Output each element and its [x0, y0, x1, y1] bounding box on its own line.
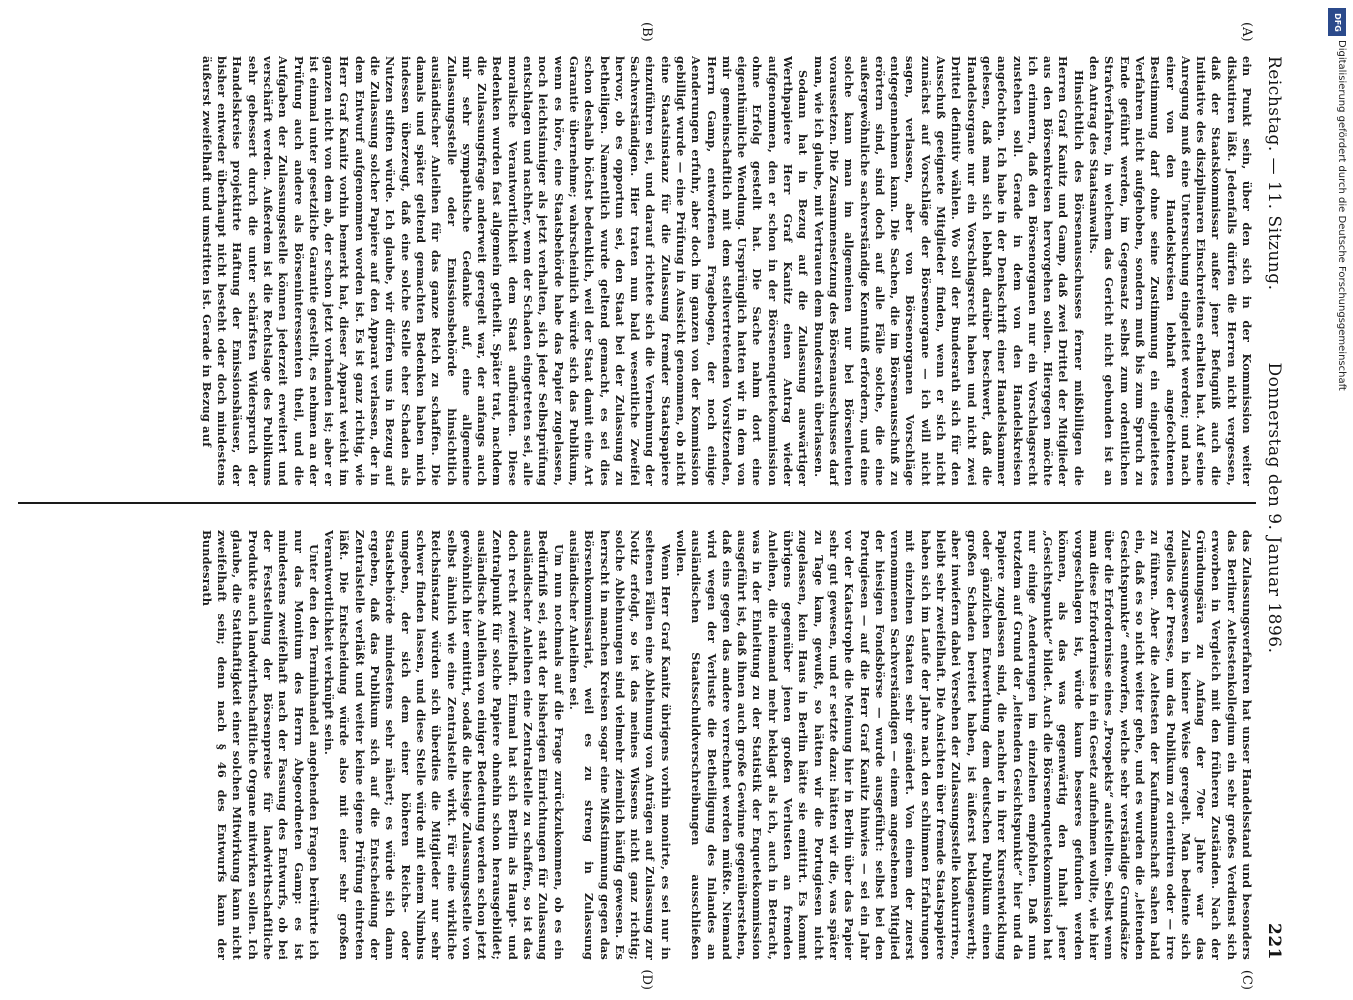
margin-mark-b: (B) [639, 22, 654, 42]
paragraph: Hinsichtlich des Börsenausschusses ferner mißbilligen die Herren Graf Kanitz und Gamp, daß zwei Drittel der Mitglieder aus den Börsenkreisen hervorgehen sollen. Hiergegen möchte ich erinnern, daß den Börsenorganen nur ein Vorschlagsrecht zustehen soll. Gerade in dem von den Handelskreisen angefochten. Ich habe in der Denkschrift einer Handelskammer gelesen, daß man sich lebhaft darüber beschwert, daß die Handelsorgane nur ein Vorschlagsrecht haben und nicht zwei Drittel definitiv wählen. Wo soll der Bundesrath sich für den Ausschuß geeignete Mitglieder finden, wenn er sich nicht zunächst auf Vorschläge der Börsenorgane — ich will nicht sagen, verlassen, aber von Börsenorganen Vorschläge entgegennehmen kann. Die Sachen, die im Börsenausschuß zu erörtern sind, sind doch auf alle Fälle solche, die eine außergewöhnliche sachverständige Kenntniß erfordern, und eine solche kann man im allgemeinen nur bei Börsenleuten voraussetzen. Die Zusammensetzung des Börsenausschusses darf man, wie ich glaube, mit Vertrauen dem Bundesrath überlassen. [811, 56, 1086, 486]
running-head [1262, 56, 1284, 960]
paragraph: Sodann hat in Bezug auf die Zulassung auswärtiger Werthpapiere Herr Graf Kanitz einen Antrag wieder aufgenommen, den er schon in der Börsenenquetekommission ohne Erfolg gestellt hat. Die Sache nahm dort eine eigenthümliche Wendung. Ursprünglich hatten wir in dem von mir gemeinschaftlich mit dem stellvertretenden Vorsitzenden, Herrn Gamp, entworfenen Fragebogen, der noch einige Aenderungen erfuhr, aber doch im ganzen von der Kommission gebilligt wurde — eine Prüfung in Aussicht genommen, ob nicht eine Staatsinstanz für die Zulassung fremder Staatspapiere einzuführen sei, und darauf richtete sich die Vernehmung der Sachverständigen. Hier traten nun bald wesentliche Zweifel hervor, ob es opportun sei, den Staat bei der Zulassung zu betheiligen. Namentlich wurde geltend gemacht, es sei dies schon deshalb höchst bedenklich, weil der Staat damit eine Art Garantie übernehme; wahrscheinlich würde sich das Publikum, wenn es höre, eine Staatsbehörde habe das Papier zugelassen, noch leichtsinniger als jetzt verhalten, sich jeder Selbstprüfung entschlagen und nachher, wenn der Schaden eingetreten sei, alle moralische Verantwortlichkeit dem Staat aufbürden. Diese Bedenken wurden fast allgemein getheilt. Später trat, nachdem die Zulassungsfrage anderweit geregelt war, der anfangs auch mir sehr sympathische Gedanke auf, eine allgemeine Zulassungsstelle oder Emissionsbehörde hinsichtlich ausländischer Anleihen für das ganze Reich zu schaffen. Die damals und später geltend gemachten Bedenken haben mich indessen überzeugt, daß eine solche Stelle eher Schaden als Nutzen stiften würde. Ich glaube, wir dürfen uns in Bezug auf die Zulassung solcher Papiere auf den Apparat verlassen, der in dem Entwurf aufgenommen worden ist. Es ist ganz richtig, wie Herr Graf Kanitz vorhin bemerkt hat, dieser Apparat weicht im ganzen nicht von dem ab, der schon jetzt vorhanden ist; aber er ist einmal unter gesetzliche Garantie gestellt, es nehmen an der Prüfung auch andere als Börseninteressenten theil, und die Aufgaben der Zulassungsstelle können jederzeit erweitert und verschärft werden. Außerdem ist die Rechtslage des Publikums sehr gebessert durch die unter schärfsten Widerspruch der Handelskreise projektirte Haftung der Emissionshäuser, der bisher entweder überhaupt nicht besteht oder doch mindestens äußerst zweifelhaft und umstritten ist. Gerade in Bezug auf [199, 56, 811, 486]
margin-mark-a: (A) [1239, 22, 1254, 42]
dfg-logo: DFG [1328, 8, 1346, 36]
margin-mark-d: (D) [639, 969, 654, 990]
header-date: Donnerstag den 9. Januar 1896. [1264, 362, 1284, 654]
paragraph: Um nun nochmals auf die Frage zurückzukommen, ob es ein Bedürfniß sei, statt der bisherigen Einrichtungen für Zulassung ausländischer Anleihen eine Zentralstelle zu schaffen, so ist das doch recht zweifelhaft. Einmal hat sich Berlin als Haupt- und Zentralpunkt für solche Papiere ohnehin schon herausgebildet; ausländische Anleihen von einiger Bedeutung werden schon jetzt gewöhnlich hier emittirt, sodaß die hiesige Zulassungsstelle von selbst ähnlich wie eine Zentralstelle wirkt. Für eine wirkliche Reichsinstanz würden sich überdies die Mitglieder nur sehr schwer finden lassen, und diese Stelle würde mit einem Nimbus umgeben, der sich dem einer höheren Reichs- oder Staatsbehörde mindestens sehr nähert; es würde sich dann ergeben, daß das Publikum sich auf die Entscheidung der Zentralstelle verläßt und weiter keine eigene Prüfung eintreten läßt. Die Entscheidung würde also mit einer sehr großen Verantwortlichkeit verknüpft sein. [322, 530, 566, 960]
paragraph: das Zulassungsverfahren hat unser Handelsstand und besonders das Berliner Aeltestenkollegium ein sehr großes Verdienst sich erworben in Vergleich mit den früheren Zuständen. Nach der Gründungsära zu Anfang der 70er Jahre war das Zulassungswesen in keiner Weise geregelt. Man bediente sich regellos der Presse, um das Publikum zu orientiren oder — irre zu führen. Aber die Aeltesten der Kaufmannschaft sahen bald ein, daß es so nicht weiter gehe, und es wurden die „leitenden Gesichtspunkte“ entworfen, welche sehr verständige Grundsätze über die Erfordernisse eines „Prospekts“ aufstellten. Selbst wenn man diese Erfordernisse in ein Gesetz aufnehmen wollte, wie hier vorgeschlagen ist, würde kaum besseres gefunden werden können, als das was gegenwärtig den Inhalt jener „Gesichtspunkte“ bildet. Auch die Börsenenquetekommission hat nur einige Aenderungen im einzelnen empfohlen. Daß nun trotzdem auf Grund der „leitenden Gesichtspunkte“ hier und da Papiere zugelassen sind, die nachher in ihrer Kursentwicklung oder gänzlichen Entwerthung dem deutschen Publikum einen großen Schaden bereitet haben, ist äußerst beklagenswerth; aber inwiefern dabei Versehen der Zulassungsstelle konkurriren, bleibt sehr zweifelhaft. Die Ansichten über fremde Staatspapiere haben sich im Laufe der Jahre nach den schlimmen Erfahrungen mit einzelnen Staaten sehr geändert. Von einem der zuerst vernommenen Sachverständigen — einem angesehenen Mitglied der hiesigen Fondsbörse — wurde ausgeführt: selbst bei den Portugiesen — auf die Herr Graf Kanitz hinwies — sei ein Jahr vor der Katastrophe die Meinung hier in Berlin über das Papier sehr gut gewesen, und er setzte dazu: hätten wir die, was später zu Tage kam, gewußt, so hätten wir die Portugiesen nicht zugelassen, kein Haus in Berlin hätte sie emittirt. Es kommt übrigens gegenüber jenen großen Verlusten an fremden Anleihen, die niemand mehr beklagt als ich, auch in Betracht, was in der Einleitung zu der Statistik der Enquetekommission ausgeführt ist, daß ihnen auch große Gewinne gegenüberstehen, daß eins gegen das andere verrechnet werden müßte. Niemand wird wegen der Verluste die Betheiligung des Inlandes an ausländischen Staatsschuldverschreibungen ausschließen wollen. [674, 530, 1254, 960]
credit-text: Digitalisierung gefördert durch die Deutsche Forschungsgemeinschaft [1336, 40, 1347, 391]
header-session: Reichstag. — 11. Sitzung. [1264, 56, 1284, 291]
paragraph: Wenn Herr Graf Kanitz übrigens vorhin monirte, es sei nur in seltenen Fällen eine Ablehnung von Anträgen auf Zulassung zur Notiz erfolgt, so ist das meines Wissens nicht ganz richtig; solche Ablehnungen sind vielmehr ziemlich häufig gewesen. Es herrscht in manchen Kreisen sogar eine Mißstimmung gegen das Börsenkommissariat, weil es zu streng in Zulassung ausländischer Anleihen sei. [566, 530, 673, 960]
left-column [18, 56, 1254, 486]
margin-mark-c: (C) [1239, 969, 1254, 990]
column-divider [18, 502, 1256, 504]
text-columns [18, 22, 1254, 990]
right-column [18, 530, 1254, 960]
digitization-credit [1325, 0, 1349, 1000]
paragraph: Unter den den Terminhandel angehenden Fragen berührte ich nur das Monitum des Herrn Abgeordneten Gamp: es ist mindestens zweifelhaft nach der Fassung des Entwurfs, ob bei der Feststellung der Börsenpreise für landwirthschaftliche Produkte auch landwirthschaftliche Organe mitwirken sollen. Ich glaube, die Statthaftigkeit einer solchen Mitwirkung kann nicht zweifelhaft sein; denn nach § 46 des Entwurfs kann der Bundesrath [199, 530, 321, 960]
page-number: 221 [1264, 923, 1284, 960]
paragraph: ein Punkt sein, über den sich in der Kommission weiter diskutiren läßt. Jedenfalls dürfen die Herren nicht vergessen, daß der Staatskommissar außer jener Befugniß auch die Initiative des disziplinaren Einschreitens erhalten hat. Auf seine Anregung muß eine Untersuchung eingeleitet werden; und nach einer von den Handelskreisen lebhaft angefochtenen Bestimmung darf ohne seine Zustimmung ein eingeleitetes Verfahren nicht aufgehoben, sondern muß bis zum Spruch zu Ende geführt werden, im Gegensatz selbst zum ordentlichen Strafverfahren, in welchem das Gericht nicht gebunden ist an den Antrag des Staatsanwalts. [1087, 56, 1254, 486]
